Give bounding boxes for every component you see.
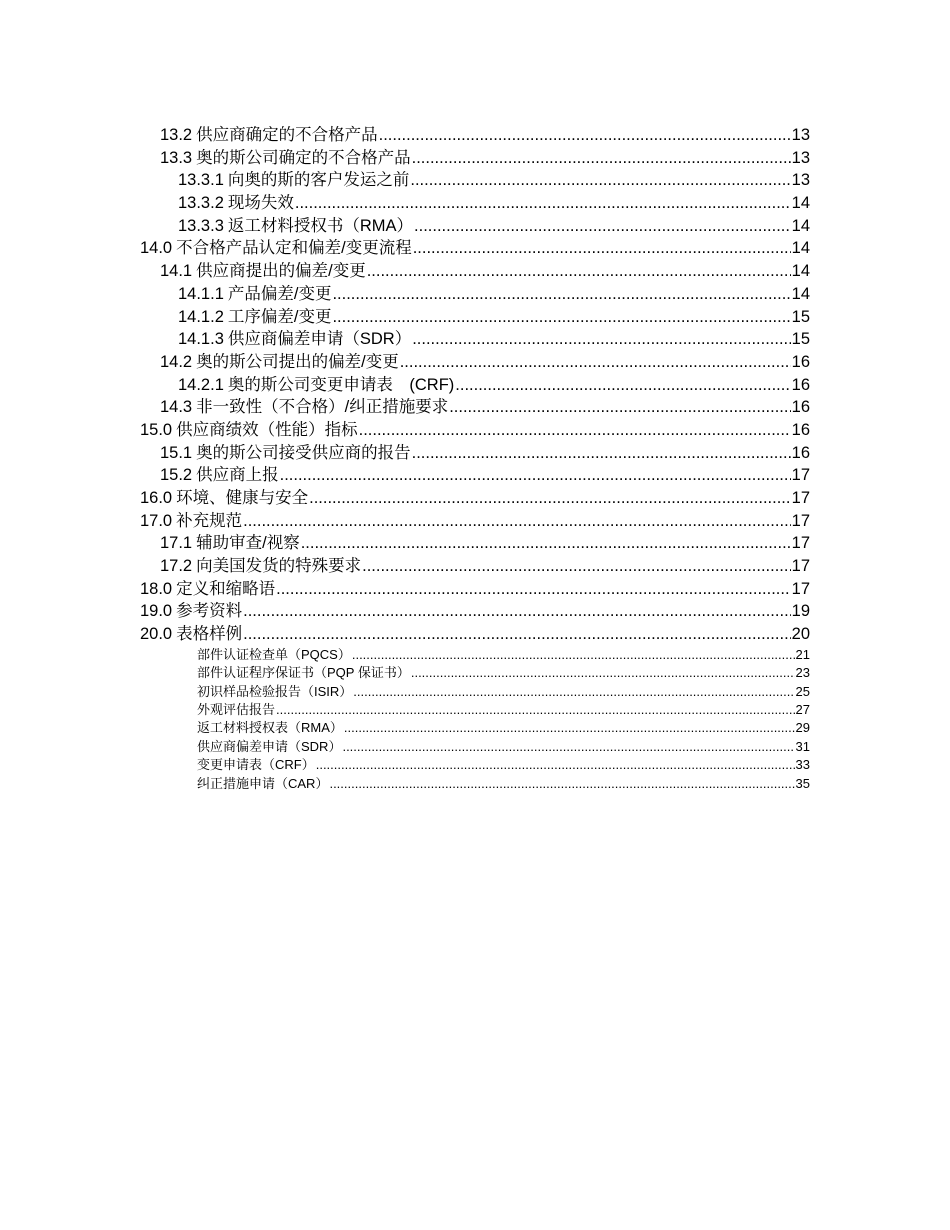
toc-dot-leader (411, 664, 795, 682)
toc-entry[interactable] (140, 215, 810, 238)
toc-entry-number: 13.3.1 (178, 171, 224, 190)
toc-dot-leader (379, 124, 791, 147)
toc-entry-page: 33 (795, 757, 810, 773)
toc-entry-page: 19 (791, 602, 810, 621)
toc-dot-leader (276, 578, 791, 601)
toc-entry-title: 供应商确定的不合格产品 (196, 126, 378, 144)
toc-entry-page: 16 (791, 443, 810, 462)
toc-entry-title: 返工材料授权表（RMA） (197, 720, 343, 736)
toc-entry-number: 14.3 (160, 398, 193, 417)
toc-entry[interactable] (140, 701, 810, 719)
toc-entry-number: 18.0 (140, 579, 173, 598)
toc-entry-page: 25 (795, 683, 810, 699)
toc-entry-title: 变更申请表（CRF） (197, 757, 315, 773)
toc-entry-title: 辅助审查/视察 (196, 534, 300, 553)
toc-entry-number: 19.0 (140, 602, 173, 621)
toc-dot-leader (280, 464, 791, 487)
toc-entry[interactable] (140, 147, 810, 170)
toc-entry[interactable] (140, 396, 810, 419)
toc-dot-leader (359, 419, 791, 442)
toc-entry-title: 表格样例 (176, 625, 243, 644)
toc-entry-page: 17 (791, 557, 810, 576)
toc-entry-page: 16 (791, 375, 810, 394)
toc-entry[interactable] (140, 260, 810, 283)
toc-entry-page: 17 (791, 466, 810, 485)
toc-dot-leader (243, 623, 791, 646)
toc-entry-number: 17.0 (140, 511, 173, 530)
toc-dot-leader (301, 532, 791, 555)
toc-entry-title: 供应商偏差申请（SDR） (227, 330, 412, 349)
toc-entry[interactable] (140, 555, 810, 578)
toc-entry-number: 13.2 (160, 126, 193, 144)
toc-dot-leader (295, 192, 791, 215)
toc-entry[interactable] (140, 532, 810, 555)
toc-dot-leader (332, 283, 790, 306)
toc-entry[interactable] (140, 464, 810, 487)
toc-entry-page: 17 (791, 511, 810, 530)
toc-entry-title: 供应商偏差申请（SDR） (197, 738, 342, 754)
toc-dot-leader (243, 510, 791, 533)
toc-dot-leader (353, 683, 794, 701)
toc-entry-number: 17.1 (160, 534, 193, 553)
toc-entry-number: 13.3.2 (178, 194, 224, 213)
toc-entry[interactable] (140, 600, 810, 623)
toc-entry-title: 奥的斯公司变更申请表 (CRF) (227, 375, 455, 394)
toc-entry-number: 14.1 (160, 262, 193, 281)
toc-entry-number: 15.0 (140, 420, 173, 439)
toc-entry-title: 供应商绩效（性能）指标 (176, 420, 358, 439)
toc-entry-page: 35 (795, 775, 810, 791)
toc-entry-page: 16 (791, 420, 810, 439)
toc-entry-page: 13 (791, 126, 810, 144)
toc-entry-title: 产品偏差/变更 (227, 284, 332, 303)
toc-entry[interactable] (140, 578, 810, 601)
toc-entry[interactable] (140, 683, 810, 701)
toc-entry[interactable] (140, 283, 810, 306)
toc-entry-page: 14 (791, 284, 810, 303)
toc-entry[interactable] (140, 738, 810, 756)
toc-entry-title: 向奥的斯的客户发运之前 (227, 171, 410, 190)
toc-entry[interactable] (140, 487, 810, 510)
toc-entry-page: 17 (791, 489, 810, 507)
toc-entry-page: 13 (791, 148, 810, 167)
toc-dot-leader (276, 701, 795, 719)
toc-entry[interactable] (140, 351, 810, 374)
toc-entry-title: 初识样品检验报告（ISIR） (197, 683, 353, 699)
toc-entry[interactable] (140, 664, 810, 682)
toc-entry-number: 14.2.1 (178, 375, 224, 394)
toc-entry-page: 15 (791, 307, 810, 326)
toc-entry-title: 工序偏差/变更 (227, 307, 332, 326)
toc-entry-number: 14.1.2 (178, 307, 224, 326)
toc-entry[interactable] (140, 510, 810, 533)
toc-entry-title: 向美国发货的特殊要求 (196, 557, 362, 576)
toc-dot-leader (455, 374, 790, 397)
toc-entry[interactable] (140, 124, 810, 147)
toc-dot-leader (412, 328, 790, 351)
toc-dot-leader (342, 738, 794, 756)
toc-entry[interactable] (140, 419, 810, 442)
toc-entry[interactable] (140, 646, 810, 664)
toc-entry[interactable] (140, 192, 810, 215)
toc-entry-number: 14.1.1 (178, 284, 224, 303)
toc-dot-leader (243, 600, 791, 623)
toc-entry-title: 环境、健康与安全 (176, 489, 309, 507)
toc-entry-page: 14 (791, 262, 810, 281)
toc-entry-number: 14.1.3 (178, 330, 224, 349)
toc-dot-leader (449, 396, 790, 419)
toc-entry-page: 17 (791, 579, 810, 598)
toc-dot-leader (412, 147, 791, 170)
toc-dot-leader (414, 215, 791, 238)
toc-dot-leader (344, 719, 795, 737)
toc-entry-page: 27 (795, 701, 810, 717)
toc-entry-title: 供应商提出的偏差/变更 (196, 262, 366, 281)
toc-entry-title: 补充规范 (176, 511, 243, 530)
toc-entry-title: 不合格产品认定和偏差/变更流程 (176, 239, 412, 258)
toc-entry-title: 外观评估报告 (197, 701, 276, 717)
toc-entry-number: 20.0 (140, 625, 173, 644)
toc-entry-page: 14 (791, 216, 810, 235)
toc-entry-number: 15.2 (160, 466, 193, 485)
toc-entry-page: 13 (791, 171, 810, 190)
toc-entry-number: 17.2 (160, 557, 193, 576)
toc-entry[interactable] (140, 328, 810, 351)
toc-entry-title: 部件认证程序保证书（PQP 保证书） (197, 665, 410, 681)
toc-dot-leader (329, 775, 794, 793)
toc-entry-title: 奥的斯公司确定的不合格产品 (196, 148, 411, 167)
toc-entry[interactable] (140, 775, 810, 793)
toc-entry-title: 部件认证检查单（PQCS） (197, 646, 351, 662)
toc-entry[interactable] (140, 237, 810, 260)
toc-dot-leader (367, 260, 791, 283)
toc-entry-page: 15 (791, 330, 810, 349)
toc-entry-page: 14 (791, 239, 810, 258)
toc-entry-number: 14.2 (160, 352, 193, 371)
toc-entry-title: 现场失效 (227, 194, 294, 213)
toc-entry-page: 14 (791, 194, 810, 213)
toc-entry[interactable] (140, 756, 810, 774)
toc-entry[interactable] (140, 623, 810, 646)
toc-entry[interactable] (140, 374, 810, 397)
toc-entry-page: 16 (791, 352, 810, 371)
toc-dot-leader (309, 487, 791, 510)
toc-entry-page: 20 (791, 625, 810, 644)
toc-entry-number: 14.0 (140, 239, 173, 258)
toc-entry-title: 定义和缩略语 (176, 579, 276, 598)
toc-entry-title: 供应商上报 (196, 466, 279, 485)
toc-entry-page: 29 (795, 720, 810, 736)
toc-entry-title: 返工材料授权书（RMA） (227, 216, 414, 235)
toc-entry-title: 奥的斯公司提出的偏差/变更 (196, 352, 399, 371)
toc-entry-page: 31 (795, 738, 810, 754)
toc-dot-leader (410, 169, 790, 192)
toc-entry-title: 参考资料 (176, 602, 243, 621)
table-of-contents (140, 124, 810, 793)
toc-entry-number: 15.1 (160, 443, 193, 462)
toc-entry[interactable] (140, 719, 810, 737)
toc-entry-number: 13.3 (160, 148, 193, 167)
toc-dot-leader (332, 306, 790, 329)
toc-entry-title: 非一致性（不合格）/纠正措施要求 (196, 398, 449, 417)
toc-dot-leader (316, 756, 795, 774)
toc-entry[interactable] (140, 442, 810, 465)
toc-entry-page: 23 (795, 665, 810, 681)
toc-entry[interactable] (140, 306, 810, 329)
toc-entry-title: 纠正措施申请（CAR） (197, 775, 329, 791)
toc-entry-page: 16 (791, 398, 810, 417)
toc-entry-page: 17 (791, 534, 810, 553)
toc-dot-leader (413, 237, 791, 260)
toc-dot-leader (362, 555, 791, 578)
toc-entry-title: 奥的斯公司接受供应商的报告 (196, 443, 411, 462)
toc-dot-leader (400, 351, 791, 374)
toc-entry[interactable] (140, 169, 810, 192)
toc-entry-page: 21 (795, 646, 810, 662)
toc-entry-number: 16.0 (140, 489, 173, 507)
toc-entry-number: 13.3.3 (178, 216, 224, 235)
toc-dot-leader (352, 646, 795, 664)
toc-dot-leader (412, 442, 791, 465)
